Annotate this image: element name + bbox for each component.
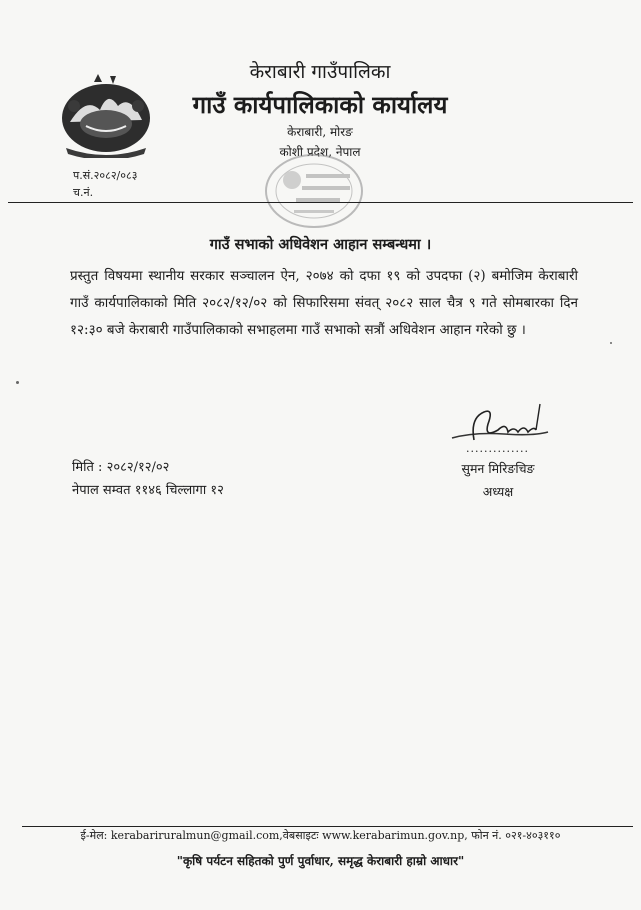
nepal-emblem-icon [56, 66, 156, 158]
nepal-era-date: नेपाल सम्वत ११४६ चिल्लागा १२ [72, 483, 224, 498]
office-province: कोशी प्रदेश, नेपाल [279, 145, 361, 159]
municipality-name: केराबारी गाउँपालिका [249, 61, 391, 83]
dispatch-number: च.नं. [73, 186, 94, 199]
footer-motto: "कृषि पर्यटन सहितको पुर्ण पुर्वाधार, समृद्ध केराबारी हाम्रो आधार" [176, 854, 465, 868]
reference-number: प.सं.२०८२/०८३ [73, 169, 138, 182]
signatory-title: अध्यक्ष [482, 484, 514, 499]
signatory-name: सुमन मिरिङचिङ [461, 461, 535, 476]
letter-subject: गाउँ सभाको अधिवेशन आहान सम्बन्धमा । [209, 236, 432, 253]
letter-body: प्रस्तुत विषयमा स्थानीय सरकार सञ्चालन ऐन, २०७४ को दफा १९ को उपदफा (२) बमोजिम केराबारी गाउँ कार्यपालिकाको मिति २०८२/१२/०२ को सिफारिसमा संवत् २०८२ साल चैत्र ९ गते सोमबारका दिन १२:३० बजे केराबारी गाउँपालिकाको सभाहलमा गाउँ सभाको सत्रौं अधिवेशन आहान गरेको छु । [70, 268, 578, 338]
scan-speck [610, 342, 612, 344]
office-stamp-icon [262, 150, 366, 232]
scan-speck [16, 381, 19, 384]
letter-date: मिति : २०८२/१२/०२ [72, 460, 170, 475]
office-name: गाउँ कार्यपालिकाको कार्यालय [192, 90, 448, 119]
footer-contact: ई-मेल: kerabariruralmun@gmail.com,वेबसाइटः www.kerabarimun.gov.np, फोन नं. ०२१-४०३११० [80, 829, 561, 842]
footer-divider [22, 826, 633, 827]
office-location: केराबारी, मोरङ [287, 125, 353, 139]
header-divider [8, 202, 633, 203]
signature-dots: .............. [466, 442, 529, 455]
